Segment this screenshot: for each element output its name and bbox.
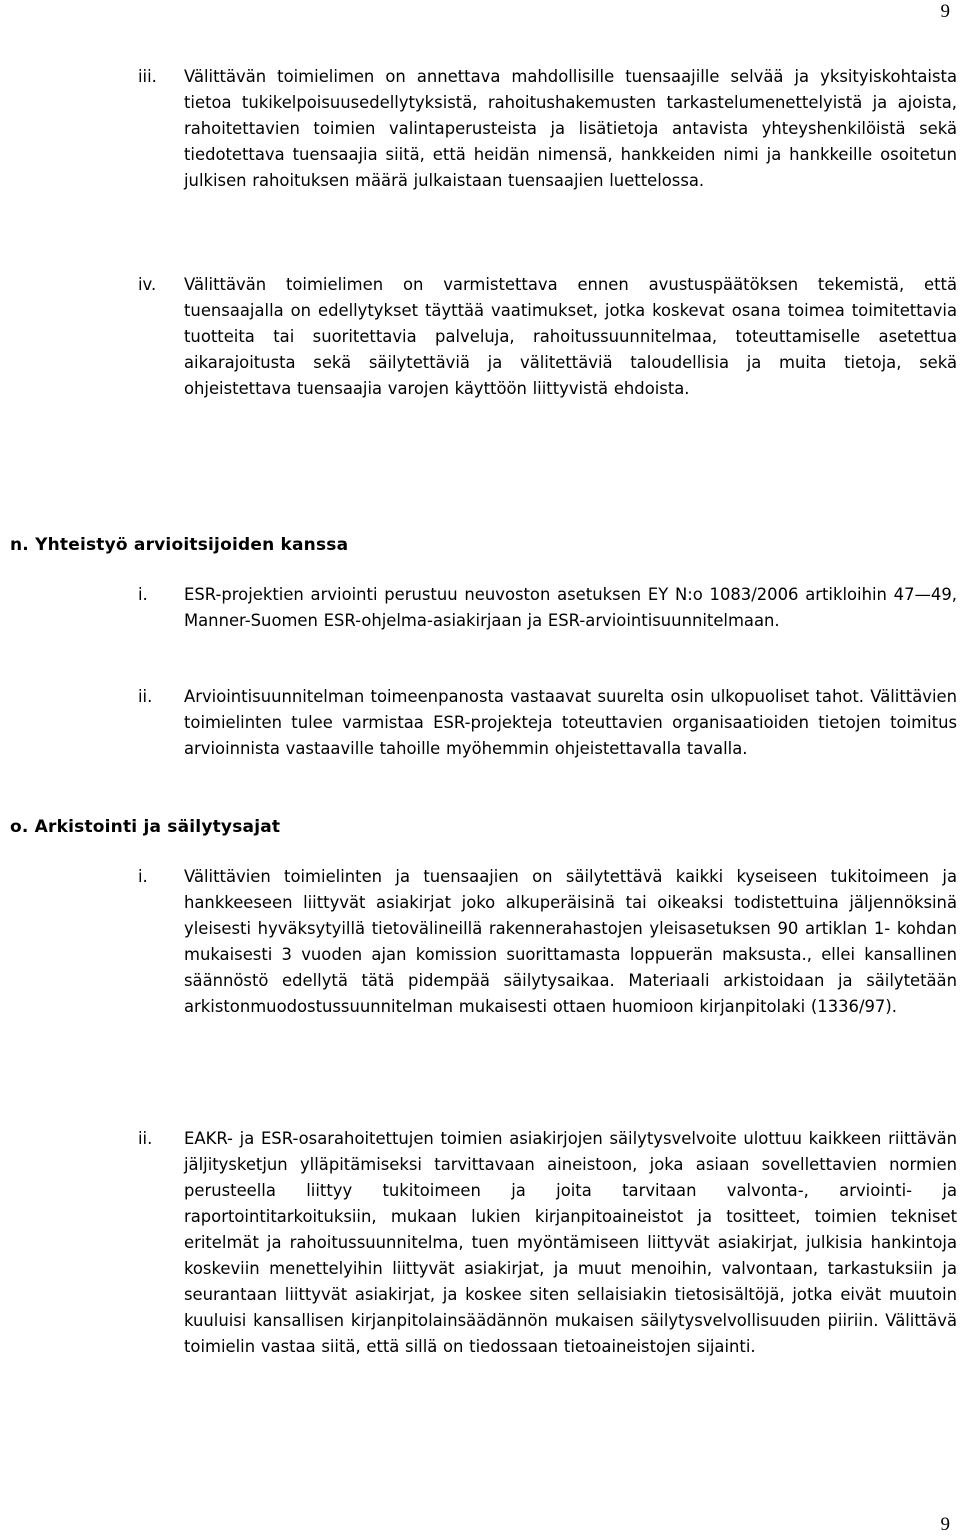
section-heading-o: o. Arkistointi ja säilytysajat: [10, 817, 281, 837]
list-marker: iv.: [138, 275, 157, 294]
page-number-top: 9: [940, 1, 950, 22]
list-marker: ii.: [138, 687, 153, 706]
list-item-text: EAKR- ja ESR-osarahoitettujen toimien asiakirjojen säilytysvelvoite ulottuu kaikkeen riittävän jäljitysketjun ylläpitämiseksi tarvittavaan aineistoon, joka asiaan sovellettavien normien perusteella liittyy tukitoimeen ja joita tarvitaan valvonta-, arviointi- ja raportointitarkoituksiin, mukaan lukien kirjanpitoaineistot ja tositteet, toimien tekniset eritelmät ja rahoitussuunnitelma, tuen myöntämiseen liittyvät asiakirjat, julkisia hankintoja koskeviin menettelyihin liittyvät asiakirjat, ja muut menoihin, valvontaan, tarkastuksiin ja seurantaan liittyvät asiakirjat, ja koskee siten sellaisiakin tietosisältöjä, jotka eivät muutoin kuuluisi kansallisen kirjanpitolainsäädännön mukaisen säilytysvelvollisuuden piiriin. Välittävä toimielin vastaa siitä, että sillä on tiedossaan tietoaineistojen sijainti.: [184, 1129, 957, 1356]
list-item-text: Välittävän toimielimen on annettava mahdollisille tuensaajille selvää ja yksityiskohtaista tietoa tukikelpoisuusedellytyksistä, rahoitushakemusten tarkastelumenettelyistä ja ajoista, rahoitettavien toimien valintaperusteista ja lisätietoja antavista yhteyshenkilöistä sekä tiedotettava tuensaajia siitä, että heidän nimensä, hankkeiden nimi ja hankkeille osoitetun julkisen rahoituksen määrä julkaistaan tuensaajien luettelossa.: [184, 67, 957, 190]
list-item-text: Välittävien toimielinten ja tuensaajien on säilytettävä kaikki kyseiseen tukitoimeen ja hankkeeseen liittyvät asiakirjat joko alkuperäisinä tai oikeaksi todistettuina jäljennöksinä yleisesti hyväksytyillä tietovälineillä rakennerahastojen yleisasetuksen 90 artiklan 1- kohdan mukaisesti 3 vuoden ajan komission suorittamasta loppuerän maksusta., ellei kansallinen säännöstö edellytä tätä pidempää säilytysaikaa. Materiaali arkistoidaan ja säilytetään arkistonmuodostussuunnitelman mukaisesti ottaen huomioon kirjanpitolaki (1336/97).: [184, 867, 957, 1016]
list-item-n-ii: [138, 684, 957, 762]
list-marker: iii.: [138, 67, 157, 86]
page-number-bottom: 9: [940, 1514, 950, 1535]
list-item-m-iv: [138, 272, 957, 402]
list-marker: i.: [138, 867, 148, 886]
list-item-o-ii: [138, 1126, 957, 1360]
list-item-n-i: [138, 582, 957, 634]
list-marker: i.: [138, 585, 148, 604]
list-item-m-iii: [138, 64, 957, 194]
list-item-o-i: [138, 864, 957, 1020]
list-item-text: ESR-projektien arviointi perustuu neuvoston asetuksen EY N:o 1083/2006 artikloihin 47—49, Manner-Suomen ESR-ohjelma-asiakirjaan ja ESR-arviointisuunnitelmaan.: [184, 585, 957, 630]
list-item-text: Arviointisuunnitelman toimeenpanosta vastaavat suurelta osin ulkopuoliset tahot. Välittävien toimielinten tulee varmistaa ESR-projekteja toteuttavien organisaatioiden tietojen toimitus arvioinnista vastaaville tahoille myöhemmin ohjeistettavalla tavalla.: [184, 687, 957, 758]
list-marker: ii.: [138, 1129, 153, 1148]
section-heading-n: n. Yhteistyö arvioitsijoiden kanssa: [10, 535, 349, 555]
list-item-text: Välittävän toimielimen on varmistettava ennen avustuspäätöksen tekemistä, että tuensaajalla on edellytykset täyttää vaatimukset, jotka koskevat osana toimea toimitettavia tuotteita tai suoritettavia palveluja, rahoitussuunnitelmaa, toteuttamiselle asetettua aikarajoitusta sekä säilytettäviä ja välitettäviä taloudellisia ja muita tietoja, sekä ohjeistettava tuensaajia varojen käyttöön liittyvistä ehdoista.: [184, 275, 957, 398]
